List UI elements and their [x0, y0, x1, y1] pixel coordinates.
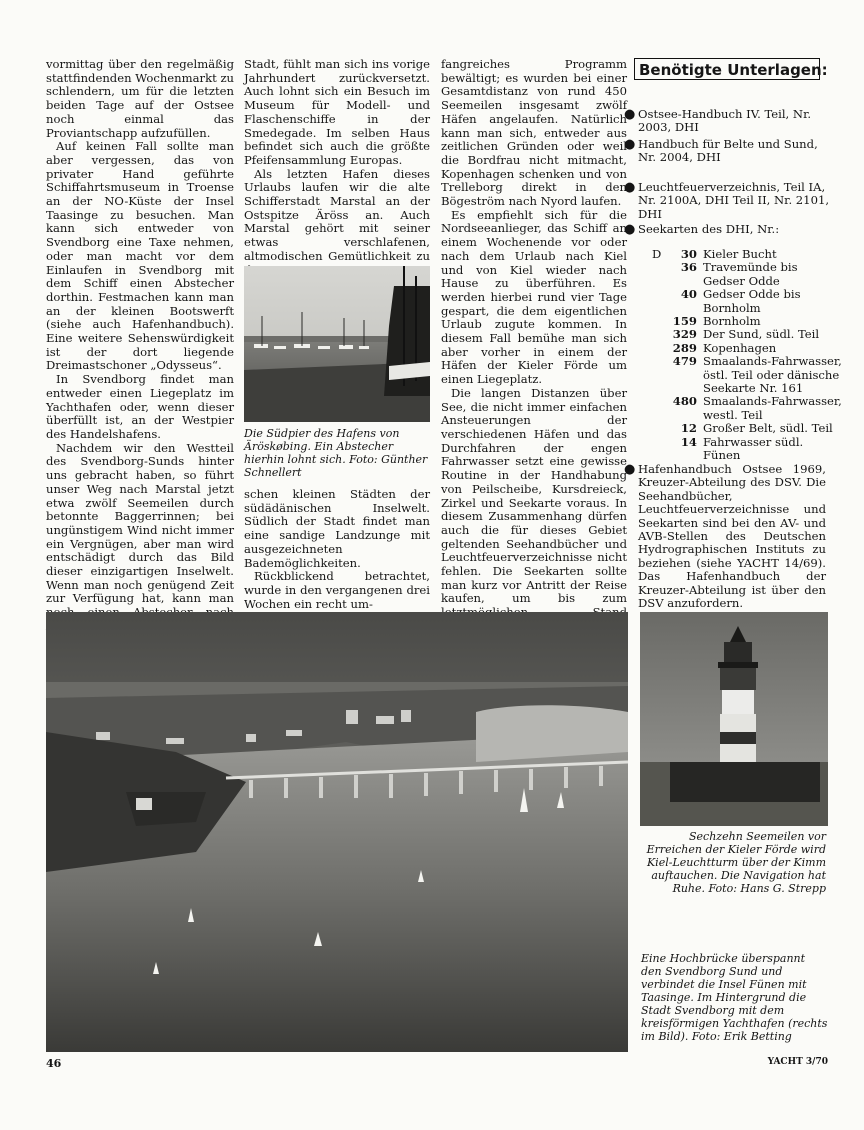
- paragraph: Nachdem wir den Westteil des Svendborg-Sunds hinter uns gebracht haben, so führt unser Weg nach Marstal jetzt etwa zwölf Seemeilen durch betonnte Baggerrinnen; bei ungünstigem Wind nicht immer ein Vergnügen, aber man wird entschädigt durch das Bild dieser einzigartigen Inselwelt. Wenn man noch genügend Zeit zur Verfügung hat, kann man: [46, 440, 234, 606]
- chart-title: Kopenhagen: [703, 340, 777, 355]
- chart-title: Der Sund, südl. Teil: [703, 327, 820, 342]
- chart-number: 329: [672, 327, 697, 342]
- paragraph: schen kleinen Städten der südädänischen Inselwelt. Südlich der Stadt findet man eine sandige Landzunge mit ausgezeichneten Bademöglichkeiten.: [244, 487, 430, 570]
- requirements-item-text: Leuchtfeuerverzeichnis, Teil IA, Nr. 2100A, DHI Teil II, Nr. 2101, DHI: [638, 180, 830, 221]
- chart-title: Smaalands-Fahrwasser, westl. Teil: [703, 394, 842, 422]
- lighthouse-photo-image: [640, 612, 828, 826]
- requirements-item: [624, 180, 834, 221]
- chart-number: 14: [680, 434, 697, 449]
- chart-number: 159: [672, 314, 697, 329]
- chart-title: Bornholm: [703, 314, 761, 329]
- text-column-1: [46, 58, 234, 608]
- text-column-2-bottom: [244, 487, 430, 611]
- harbor-photo: [244, 266, 430, 422]
- bridge-aerial-photo-image: [46, 612, 628, 1052]
- bullet-icon: ●: [624, 137, 636, 152]
- chart-list-item: [652, 355, 842, 395]
- requirements-item-text: Seekarten des DHI, Nr.:: [638, 222, 780, 236]
- requirements-item-text: Handbuch für Belte und Sund, Nr. 2004, DHI: [638, 137, 818, 165]
- requirements-box-title: Benötigte Unterlagen:: [634, 58, 820, 80]
- bridge-photo-caption: Eine Hochbrücke überspannt den Svendborg Sund und verbindet die Insel Fünen mit Taasinge. Im Hintergrund die Stadt Svendborg mit dem kreisförmigen Yachthafen (rechts im Bild). Foto: Erik Betting: [641, 952, 828, 1043]
- chart-list-item: [652, 328, 842, 341]
- chart-list-item: [652, 342, 842, 355]
- requirements-item-text: Hafenhandbuch Ostsee 1969, Kreuzer-Abteilung des DSV. Die Seehandbücher, Leuchtfeuerverzeichnisse und Seekarten sind bei den AV- und AVB-Stellen des Deutschen Hydrographischen Instituts zu beziehen (siehe YACHT 14/69). Das Hafenhandbuch der Kreuzer-Abteilung ist über den DSV anzufordern.: [638, 462, 826, 611]
- chart-number: 40: [680, 287, 697, 302]
- paragraph: Stadt, fühlt man sich ins vorige Jahrhundert zurückversetzt. Auch lohnt sich ein Besuch im Museum für Modell- und Flaschenschiffe in der Smedegade. Im selben Haus befindet sich auch die größte Pfeifensammlung Europas.: [244, 57, 430, 167]
- chart-list-item: [652, 248, 842, 261]
- paragraph: In Svendborg findet man entweder einen Liegeplatz im Yachthafen oder, wenn dieser überfüllt ist, an der Westpier des Handelshafens.: [46, 372, 234, 441]
- lighthouse-photo-caption: Sechzehn Seemeilen vor Erreichen der Kieler Förde wird Kiel-Leuchtturm über der Kimm auftauchen. Die Navigation hat Ruhe. Foto: Hans G. Strepp: [646, 830, 826, 895]
- magazine-issue: YACHT 3/70: [767, 1057, 828, 1067]
- chart-title: Travemünde bis Gedser Odde: [703, 260, 798, 288]
- chart-list-item: [652, 315, 842, 328]
- paragraph: fangreiches Programm bewältigt; es wurden bei einer Gesamtdistanz von rund 450 Seemeilen insgesamt zwölf Häfen angelaufen. Natürlich kann man sich, entweder aus zeitlichen Gründen oder weil die Bordfrau nicht mitmacht, Kopenhagen schenken und von Trelleborg direkt in den Bögeström nach Nyord laufen.: [441, 57, 627, 209]
- chart-number: 480: [672, 394, 697, 409]
- requirements-item: [624, 222, 834, 237]
- chart-title: Smaalands-Fahrwasser, östl. Teil oder dänische Seekarte Nr. 161: [703, 354, 842, 396]
- chart-number: 36: [680, 260, 697, 275]
- bullet-icon: ●: [624, 107, 636, 122]
- harbor-photo-image: [244, 266, 430, 422]
- chart-list-item: [652, 261, 842, 288]
- harbor-photo-caption: Die Südpier des Hafens von Äröskøbing. Ein Abstecher hierhin lohnt sich. Foto: Günther Schnellert: [244, 427, 428, 479]
- lighthouse-photo: [640, 612, 828, 826]
- page-number: 46: [46, 1057, 62, 1070]
- paragraph: Auf keinen Fall sollte man aber vergessen, das von privater Hand geführte Schiffahrtsmuseum in Troense an der NO-Küste der Insel Taasinge zu besuchen. Man kann sich entweder von Svendborg eine Taxe nehmen, oder man macht vor dem Einlaufen in Svendborg mit dem Schiff einen Abstecher dorthin. Festmachen kann man an der kleinen Bootswerft (siehe auch Hafenhandbuch). Eine weitere Sehenswürdigkeit ist der dort liegende Dreimastschoner „Odysseus“.: [46, 139, 234, 373]
- requirements-item: [624, 462, 826, 611]
- chart-number: 479: [672, 354, 697, 369]
- text-column-3: [441, 58, 627, 610]
- requirements-item: [624, 107, 834, 135]
- chart-list-item: [652, 422, 842, 435]
- chart-list-item: [652, 395, 842, 422]
- bridge-aerial-photo: [46, 612, 628, 1052]
- chart-title: Kieler Bucht: [703, 247, 777, 261]
- chart-title: Großer Belt, südl. Teil: [703, 421, 833, 436]
- paragraph: Die langen Distanzen über See, die nicht immer einfachen Ansteuerungen der verschiedenen Häfen und das Durchfahren der engen Fahrwasser setzt eine gewisse Routine in der Handhabung von Peilscheibe, Kursdreieck, Zirkel und Seekarte voraus. In diesem Zusammenhang dürfen auch die für dieses Gebiet geltenden Seehandbücher und Leuchtfeuerverzeichnisse nicht fehlen. Die Seekarten sollte man kurz vor Antritt der Reise kaufen, um bis zum: [441, 385, 627, 606]
- bullet-icon: ●: [624, 222, 636, 237]
- paragraph: Als letzten Hafen dieses Urlaubs laufen wir die alte Schifferstadt Marstal an der Ostspitze Äröss an. Auch Marstal gehört mit seiner etwas verschlafenen, altmodischen Gemütlichkeit zu: [244, 166, 430, 263]
- chart-title: Gedser Odde bis Bornholm: [703, 287, 801, 315]
- text-column-2-top: [244, 57, 430, 263]
- paragraph: Rückblickend betrachtet, wurde in den vergangenen drei Wochen ein recht um-: [244, 569, 430, 611]
- paragraph: vormittag über den regelmäßig stattfindenden Wochenmarkt zu schlendern, um für die letzten beiden Tage auf der Ostsee noch einmal das Proviantschapp aufzufüllen.: [46, 57, 235, 140]
- chart-prefix: D: [652, 247, 662, 261]
- chart-number: 30: [680, 247, 697, 261]
- paragraph: Es empfiehlt sich für die Nordseeanlieger, das Schiff an einem Wochenende vor oder nach dem Urlaub nach Kiel und von Kiel wieder nach Hause zu überführen. Es werden hierbei rund vier Tage gespart, die dem eigentlichen Urlaub zugute kommen. In diesem Fall bemühe man sich aber vorher in einem der Häfen der Kieler Förde um einen Liegeplatz.: [441, 207, 627, 387]
- bullet-icon: ●: [624, 462, 636, 477]
- chart-list: [652, 248, 842, 463]
- requirements-item-text: Ostsee-Handbuch IV. Teil, Nr. 2003, DHI: [638, 107, 812, 135]
- requirements-item: [624, 137, 818, 165]
- chart-number: 289: [672, 340, 697, 355]
- chart-title: Fahrwasser südl. Fünen: [703, 434, 804, 463]
- chart-list-item: [652, 288, 842, 315]
- chart-list-item: [652, 436, 842, 463]
- bullet-icon: ●: [624, 180, 636, 195]
- chart-number: 12: [680, 421, 697, 436]
